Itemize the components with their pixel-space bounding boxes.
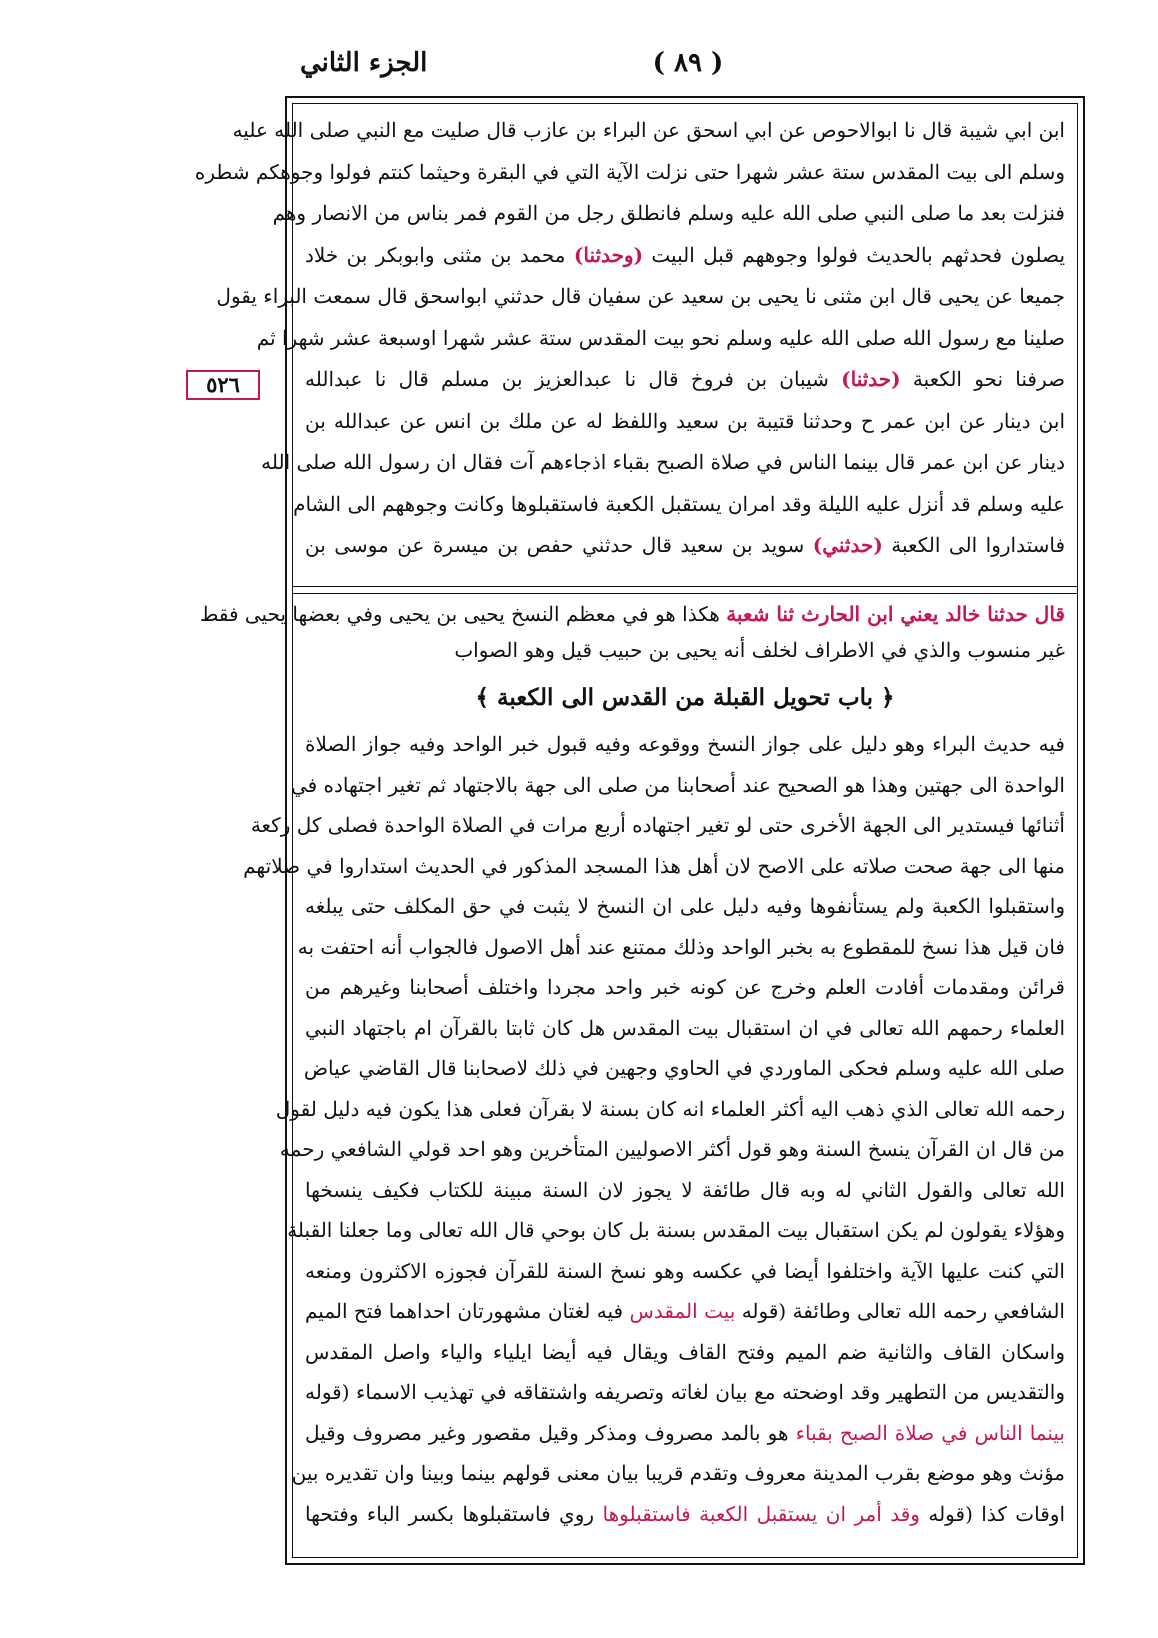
hadith-line [216, 284, 1065, 308]
hadith-line [305, 533, 1065, 557]
hadith-text: دينار عن ابن عمر قال بينما الناس في صلاة الصبح بقباء اذجاءهم آت فقال ان رسول الله صلى الله [261, 450, 1065, 474]
commentary-lead-phrase: قال حدثنا خالد يعني ابن الحارث ثنا شعبة [726, 602, 1065, 626]
commentary-text: هو بالمد مصروف ومذكر وقيل مقصور وغير مصروف وقيل [305, 1420, 789, 1445]
commentary-text: منها الى جهة صحت صلاته على الاصح لان أهل هذا المسجد المذكور في الحديث استداروا في صلاتهم [243, 853, 1065, 878]
commentary-text: فان قيل هذا نسخ للمقطوع به بخبر الواحد وذلك ممتنع عند أهل الاصول فالجواب أنه احتفت به [297, 934, 1065, 959]
commentary-line [305, 1299, 1065, 1323]
section-divider [293, 586, 1077, 594]
hadith-line [256, 325, 1065, 350]
hadith-text: ابن ابي شيبة قال نا ابوالاحوص عن ابي اسحق عن البراء بن عازب قال صليت مع النبي صلى الله عليه [232, 118, 1065, 142]
commentary-text: فيه لغتان مشهورتان احداهما فتح الميم [305, 1299, 624, 1323]
commentary-line [305, 638, 1065, 662]
hadith-text: فاستداروا الى الكعبة [891, 533, 1066, 557]
hadith-line [194, 159, 1065, 184]
hadith-line [305, 243, 1065, 267]
narrator-marker: (حدثنا) [841, 367, 901, 391]
commentary-line [279, 1137, 1065, 1161]
commentary-line [199, 602, 1065, 626]
hadith-line [261, 450, 1065, 474]
hadith-text: محمد بن مثنى وابوبكر بن خلاد [305, 242, 566, 267]
narrator-marker: (حدثني) [812, 533, 883, 557]
commentary-text: وهؤلاء يقولون لم يكن استقبال بيت المقدس بسنة بل كان بوحي قال الله تعالى وما جعلنا القبلة [287, 1218, 1065, 1242]
commentary-text: الواحدة الى جهتين وهذا هو الصحيح عند أصحابنا من صلى الى جهة بالاجتهاد ثم تغير اجتهاده في [290, 772, 1065, 797]
hadith-text: فنزلت بعد ما صلى النبي صلى الله عليه وسلم فانطلق رجل من القوم فمر بناس من الانصار وهم [272, 201, 1065, 225]
hadith-text: عليه وسلم قد أنزل عليه الليلة وقد امران يستقبل الكعبة فاستقبلوها وكانت وجوههم الى الشام [293, 491, 1065, 516]
commentary-text: والتقديس من التطهير وقد اوضحته مع بيان لغاته وتصريفه واشتقاقه في تهذيب الاسماء (قوله [305, 1380, 1065, 1404]
commentary-line [290, 772, 1065, 797]
commentary-text: مؤنث وهو موضع بقرب المدينة معروف وتقدم قريبا بيان معنى قولهم بينما وبينا وان تقديره بين [291, 1461, 1065, 1485]
commentary-text: غير منسوب والذي في الاطراف لخلف أنه يحيى بن حبيب قيل وهو الصواب [454, 638, 1065, 662]
commentary-line [305, 1421, 1065, 1445]
commentary-line [305, 975, 1065, 999]
page-number: ( ٨٩ ) [652, 48, 724, 78]
volume-title: الجزء الثاني [300, 48, 428, 78]
hadith-text: سويد بن سعيد قال حدثني حفص بن ميسرة عن موسى بن [305, 533, 805, 557]
hadith-line [305, 409, 1065, 433]
hadith-text: يصلون فحدثهم بالحديث فولوا وجوههم قبل البيت [651, 242, 1066, 267]
commentary-line [243, 853, 1065, 878]
commentary-text: العلماء رحمهم الله تعالى في ان استقبال بيت المقدس هل كان ثابتا بالقرآن ام باجتهاد النبي [305, 1015, 1065, 1040]
commentary-text: رحمه الله تعالى الذي ذهب اليه أكثر العلماء انه كان بسنة لا بقرآن فعلى هذا يكون فيه دليل لقول [275, 1096, 1065, 1121]
commentary-text: من قال ان القرآن ينسخ السنة وهو قول أكثر الاصوليين المتأخرين وهو احد قولي الشافعي رحمه [279, 1137, 1065, 1161]
commentary-line [305, 1380, 1065, 1404]
hadith-line [305, 367, 1065, 391]
commentary-text: الشافعي رحمه الله تعالى وطائفة (قوله [741, 1299, 1065, 1323]
commentary-text: التي كنت عليها الآية واختلفوا أيضا في عكسه وهو نسخ السنة للقرآن فجوزه الاكثرون ومنعه [305, 1258, 1065, 1283]
hadith-text: ابن دينار عن ابن عمر ح وحدثنا قتيبة بن سعيد واللفظ له عن ملك بن انس عن عبدالله بن [305, 408, 1065, 433]
commentary-line [287, 1218, 1065, 1242]
quoted-phrase: وقد أمر ان يستقبل الكعبة فاستقبلوها [602, 1501, 920, 1526]
commentary-line [305, 894, 1065, 918]
commentary-text: واسكان القاف والثانية ضم الميم وفتح القاف ويقال فيه أيضا ايلياء والياء واصل المقدس [305, 1339, 1065, 1364]
commentary-line [305, 1178, 1065, 1202]
commentary-text: واستقبلوا الكعبة ولم يستأنفوها وفيه دليل على ان النسخ لا يثبت في حق المكلف حتى يبلغه [305, 894, 1065, 918]
commentary-text: اوقات كذا (قوله [928, 1501, 1066, 1526]
hadith-text: صرفنا نحو الكعبة [912, 367, 1065, 391]
hadith-text: جميعا عن يحيى قال ابن مثنى نا يحيى بن سعيد عن سفيان قال حدثني ابواسحق قال سمعت البراء يقول [216, 284, 1065, 308]
commentary-line [275, 1096, 1065, 1121]
hadith-line [232, 118, 1065, 142]
commentary-line [297, 934, 1065, 959]
chapter-heading: ﴿ باب تحويل القبلة من القدس الى الكعبة ﴾ [475, 684, 895, 711]
commentary-text: روي فاستقبلوها بكسر الباء وفتحها [305, 1501, 595, 1526]
commentary-panel [199, 602, 1066, 1552]
commentary-line [305, 1056, 1065, 1080]
commentary-text: فيه حديث البراء وهو دليل على جواز النسخ ووقوعه وفيه قبول خبر الواحد وفيه جواز الصلاة [305, 732, 1065, 756]
hadith-line [272, 201, 1065, 225]
commentary-line [291, 1461, 1065, 1485]
commentary-text: أثنائها فيستدير الى الجهة الأخرى حتى لو تغير اجتهاده أربع مرات في الصلاة الواحدة فصلى كل ركعة [250, 813, 1065, 837]
margin-reference-box: ٥٢٦ [186, 370, 260, 400]
hadith-line [293, 491, 1065, 516]
commentary-text: صلى الله عليه وسلم فحكى الماوردي في الحاوي وجهين في ذلك لاصحابنا قال القاضي عياض [303, 1056, 1065, 1080]
hadith-text: صلينا مع رسول الله صلى الله عليه وسلم نحو بيت المقدس ستة عشر شهرا اوسبعة عشر شهرا ثم [256, 325, 1065, 350]
hadith-text: وسلم الى بيت المقدس ستة عشر شهرا حتى نزلت الآية التي في البقرة وحيثما كنتم فولوا وجوهكم شطره [194, 159, 1065, 184]
quoted-phrase: بيت المقدس [629, 1299, 736, 1323]
commentary-line [305, 1340, 1065, 1364]
commentary-line [305, 1259, 1065, 1283]
commentary-line [250, 813, 1065, 837]
commentary-line [305, 1502, 1065, 1526]
commentary-text: الله تعالى والقول الثاني له وبه قال طائفة لا يجوز لان السنة مبينة للكتاب فكيف ينسخها [305, 1177, 1065, 1202]
narrator-marker: (وحدثنا) [573, 242, 644, 267]
commentary-line [305, 732, 1065, 756]
commentary-line [305, 1016, 1065, 1040]
quoted-phrase: بينما الناس في صلاة الصبح بقباء [795, 1420, 1065, 1445]
commentary-text: هكذا هو في معظم النسخ يحيى بن يحيى وفي بعضها يحيى فقط [199, 602, 720, 626]
hadith-text: شيبان بن فروخ قال نا عبدالعزيز بن مسلم قال نا عبدالله [305, 367, 829, 391]
commentary-text: قرائن ومقدمات أفادت العلم وخرج عن كونه خبر واحد مجردا واختلف أصحابنا وغيرهم من [305, 975, 1065, 999]
